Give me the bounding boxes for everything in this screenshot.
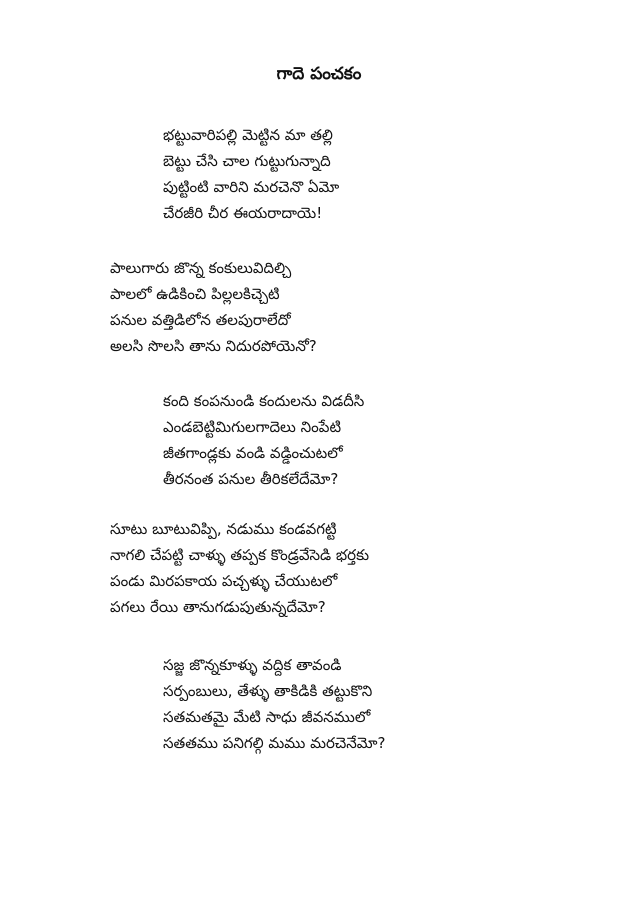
poem-line: ఎండబెట్టిమిగులగాదెలు నింపేటి: [163, 418, 342, 436]
stanza-4: [110, 516, 369, 620]
poem-line: పాలుగారు జొన్న కంకులువిదిల్చి: [110, 259, 292, 277]
poem-line: సూటు బూటువిప్పి, నడుము కండవగట్టి: [110, 520, 337, 538]
poem-line: బెట్టు చేసి చాల గుట్టుగున్నాది: [163, 152, 331, 170]
poem-line: పుట్టింటి వారిని మరచెనొ ఏమో: [163, 178, 340, 196]
poem-line: పండు మిరపకాయ పచ్చళ్ళు చేయుటలో: [110, 572, 338, 590]
poem-line: సజ్జ జొన్నకూళ్ళు వద్దిక తావండి: [163, 656, 342, 674]
stanza-2: [110, 255, 317, 359]
poem-line: నాగలి చేపట్టి చాళ్ళు తప్పక కొండ్రవేసెడి భర్తకు: [110, 546, 370, 564]
poem-line: భట్టువారిపల్లి మెట్టిన మా తల్లి: [163, 126, 333, 144]
poem-line: తీరనంత పనుల తీరికలేదేమో?: [163, 470, 339, 488]
stanza-5: [163, 652, 385, 756]
stanza-3: [163, 388, 364, 492]
poem-line: సతతము పనిగల్గి మము మరచెనేమో?: [163, 734, 386, 752]
poem-line: సతమతమై మేటి సాధు జీవనములో: [163, 708, 371, 726]
poem-line: పాలలో ఉడికించి పిల్లలకిచ్చెటి: [110, 285, 280, 303]
poem-line: కంది కంపనుండి కందులను విడదీసి: [163, 392, 365, 410]
poem-line: చేరజీరి చీర ఈయరాదాయె!: [163, 204, 323, 222]
stanza-1: [163, 122, 339, 226]
poem-line: పనుల వత్తిడిలోన తలపురాలేదో: [110, 311, 291, 329]
poem-line: పగలు రేయి తానుగడుపుతున్నదేమో?: [110, 598, 326, 616]
poem-line: సర్పంబులు, తేళ్ళు తాకిడికి తట్టుకొని: [163, 682, 373, 700]
poem-title: గాదె పంచకం: [276, 64, 362, 84]
poem-line: అలసి సొలసి తాను నిదురపోయెనో?: [110, 337, 317, 355]
poem-line: జీతగాండ్లకు వండి వడ్డించుటలో: [163, 444, 343, 462]
